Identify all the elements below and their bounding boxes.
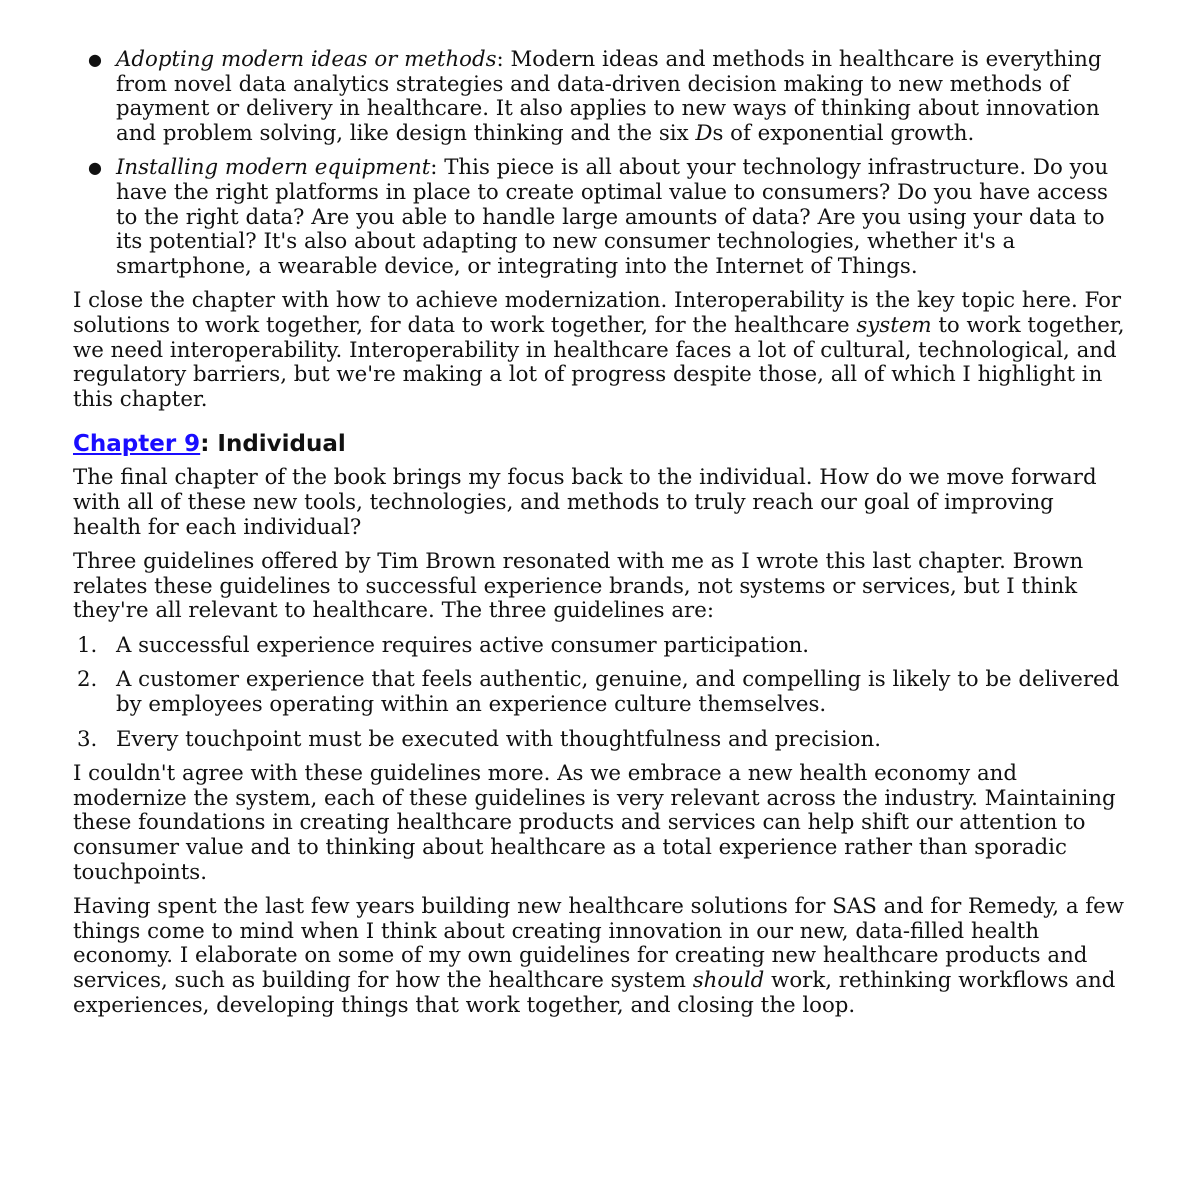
document-page <box>73 48 1128 1028</box>
bullet-icon: ● <box>88 158 102 178</box>
list-item: ● Adopting modern ideas or methods: Modern ideas and methods in healthcare is everything from novel data analytics strategies and data-driven decision making to new methods of payment or delivery in healthcare. It also applies to new ways of thinking about innovation and problem solving, like design thinking and the six Ds of exponential growth. <box>88 47 1102 146</box>
list-item <box>73 728 1128 753</box>
bullet-text: Modern ideas and methods in healthcare is everything from novel data analytics strategies and data-driven decision making to new methods of payment or delivery in healthcare. It also applies to new ways of thinking about innovation and problem solving, like design thinking and the six <box>116 47 1102 146</box>
closing-paragraph: Having spent the last few years building new healthcare solutions for SAS and for Remedy, a few things come to mind when I think about creating innovation in our new, data-filled health economy. I elaborate on some of my own guidelines for creating new healthcare products and services, such as building for how the healthcare system should work, rethinking workflows and experiences, developing things that work together, and closing the loop. <box>73 894 1125 1018</box>
guidelines-intro-paragraph: Three guidelines offered by Tim Brown resonated with me as I wrote this last chapter. Brown relates these guidelines to successful experience brands, not systems or services, but I think they're all relevant to healthcare. The three guidelines are: <box>73 549 1084 624</box>
bullet-text: This piece is all about your technology infrastructure. Do you have the right platforms in place to create optimal value to consumers? Do you have access to the right data? Are you able to handle large amounts of data? Are you using your data to its potential? It's also about adapting to new consumer technologies, whether it's a smartphone, a wearable device, or integrating into the Internet of Things. <box>116 155 1109 279</box>
list-number: 2. <box>77 667 98 693</box>
guideline-text: Every touchpoint must be executed with thoughtfulness and precision. <box>116 726 881 752</box>
list-item: ● Installing modern equipment: This piece is all about your technology infrastructure. Do you have the right platforms in place to create optimal value to consumers? Do you have access to the right data? Are you able to handle large amounts of data? Are you using your data to its potential? It's also about adapting to new consumer technologies, whether it's a smartphone, a wearable device, or integrating into the Internet of Things. <box>88 155 1109 279</box>
list-item <box>73 668 1128 717</box>
bullet-term: Adopting modern ideas or methods <box>116 47 497 72</box>
bullet-icon: ● <box>88 50 102 69</box>
chapter-9-link[interactable]: Chapter 9 <box>73 431 201 458</box>
guideline-text: A successful experience requires active consumer participation. <box>116 632 810 658</box>
list-item <box>73 634 1128 659</box>
chapter-heading <box>73 430 1128 458</box>
final-chapter-paragraph: The final chapter of the book brings my focus back to the individual. How do we move forward with all of these new tools, technologies, and methods to truly reach our goal of improving health for each individual? <box>73 465 1097 540</box>
modernization-bullet-list <box>73 48 1128 279</box>
chapter-title: : Individual <box>200 431 346 458</box>
guidelines-list <box>73 634 1128 752</box>
guideline-text: A customer experience that feels authentic, genuine, and compelling is likely to be delivered by employees operating within an experience culture themselves. <box>116 667 1120 718</box>
agree-paragraph: I couldn't agree with these guidelines more. As we embrace a new health economy and modernize the system, each of these guidelines is very relevant across the industry. Maintaining these foundations in creating healthcare products and services can help shift our attention to consumer value and to thinking about healthcare as a total experience rather than sporadic touchpoints. <box>73 761 1116 885</box>
list-number: 1. <box>77 632 98 658</box>
bullet-term: Installing modern equipment <box>116 155 431 181</box>
modernization-paragraph: I close the chapter with how to achieve modernization. Interoperability is the key topic here. For solutions to work together, for data to work together, for the healthcare system to work together, we need interoperability. Interoperability in healthcare faces a lot of cultural, technological, and regulatory barriers, but we're making a lot of progress despite those, all of which I highlight in this chapter. <box>73 288 1125 412</box>
list-number: 3. <box>77 726 98 752</box>
